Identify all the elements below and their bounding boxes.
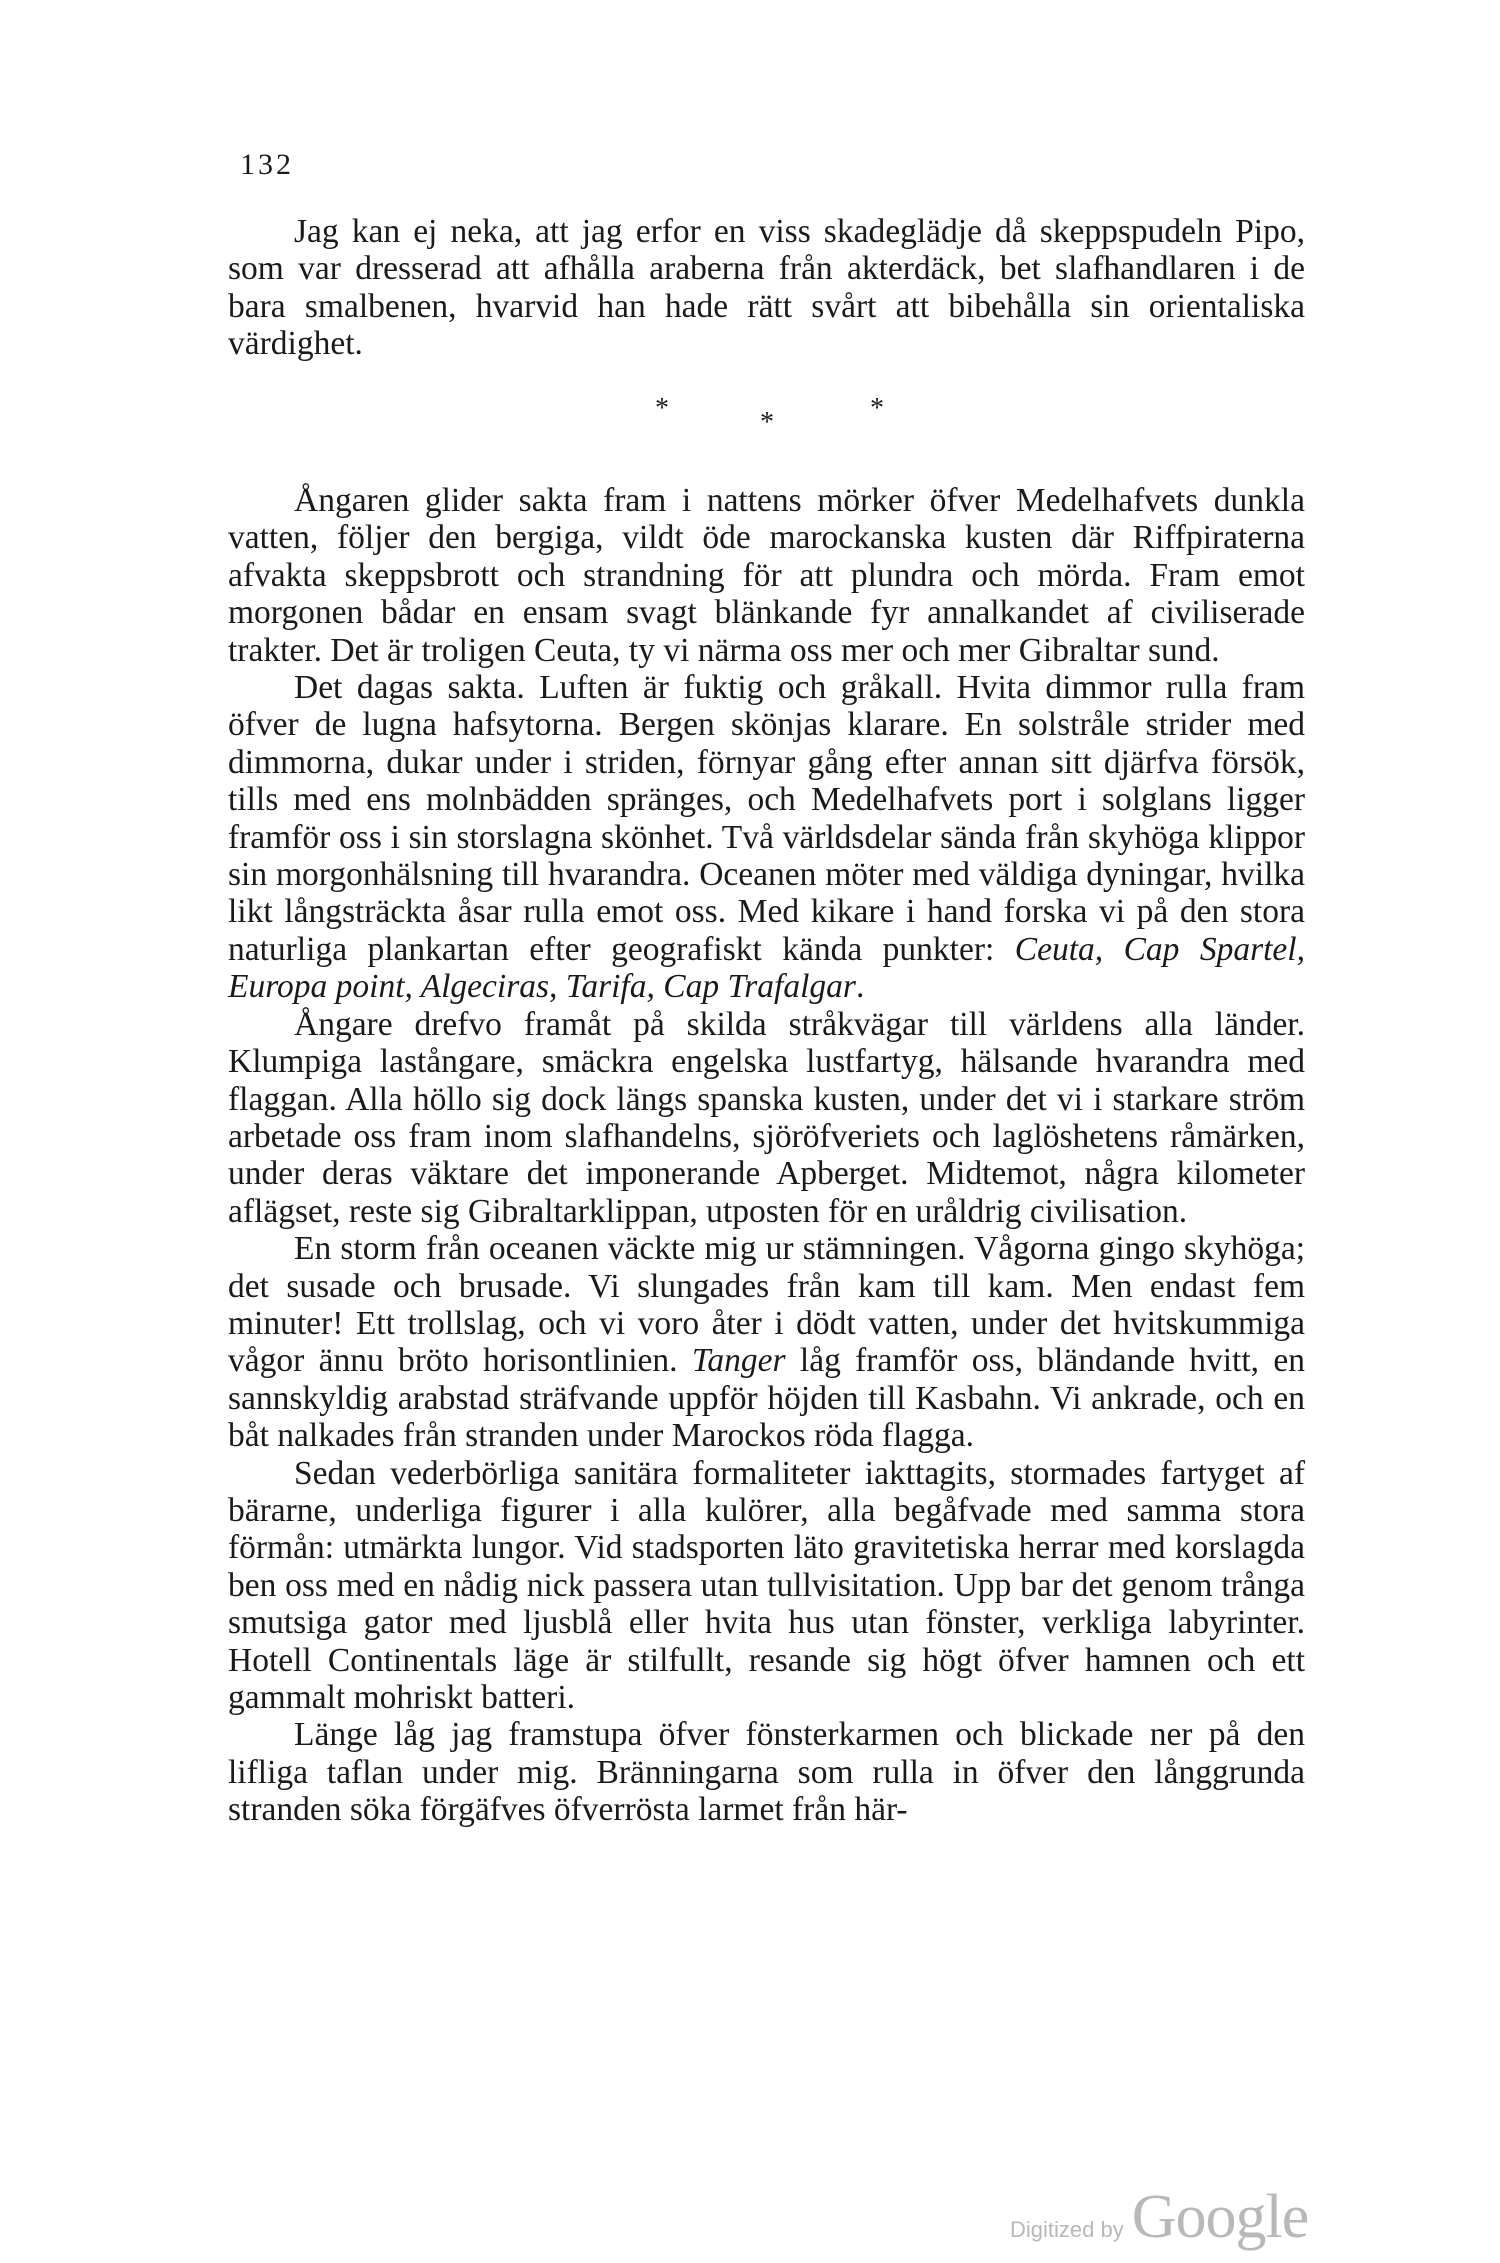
paragraph-text: Det dagas sakta. Luften är fuktig och gråkall. Hvita dimmor rulla fram öfver de lugna hafsytorna. Bergen skönjas klarare. En solstråle strider med dimmorna, dukar under i striden, förnyar gång efter annan sitt djärfva försök, tills med ens molnbädden spränges, och Medelhafvets port i solglans ligger framför oss i sin storslagna skönhet. Två världsdelar sända från skyhöga klippor sin morgonhälsning till hvarandra. Oceanen möter med väldiga dyningar, hvilka likt långsträckta åsar rulla emot oss. Med kikare i hand forska vi på den stora naturliga plankartan efter geografiskt kända punkter: — [228, 669, 1305, 968]
paragraph-text: En storm från oceanen väckte mig ur stämningen. Vågorna gingo skyhöga; det susade och brusade. Vi slungades från kam till kam. Men endast fem minuter! Ett trollslag, och vi voro åter i dödt vatten, under det hvitskummiga vågor ännu bröto horisontlinien. — [228, 1230, 1305, 1380]
text-block-main — [228, 482, 1305, 1829]
asterisk-mark: * — [870, 393, 884, 424]
paragraph-end: . — [855, 968, 865, 1006]
page-number: 132 — [240, 148, 294, 181]
asterism-separator — [0, 395, 1500, 445]
google-logo: Google — [1131, 2183, 1309, 2251]
paragraph-sedan: Sedan vederbörliga sanitära formaliteter iakttagits, stormades fartyget af bärarne, underliga figurer i alla kulörer, alla begåfvade med samma stora förmån: utmärkta lungor. Vid stadsporten läto gravitetiska herrar med korslagda ben oss med en nådig nick passera utan tullvisitation. Upp bar det genom trånga smutsiga gator med ljusblå eller hvita hus utan fönster, verkliga labyrinter. Hotell Continentals läge är stilfullt, resande sig högt öfver hamnen och ett gammalt mohriskt batteri. — [228, 1454, 1305, 1716]
paragraph-text-end: låg framför oss, bländande hvitt, en sannskyldig arabstad sträfvande uppför höjden till Kasbahn. Vi ankrade, och en båt nalkades från stranden under Marockos röda flagga. — [228, 1342, 1305, 1455]
watermark-prefix: Digitized by — [1010, 2217, 1124, 2242]
paragraph-angare-drefvo: Ångare drefvo framåt på skilda stråkvägar till världens alla länder. Klumpiga lastångare, smäckra engelska lustfartyg, hälsande hvarandra med flaggan. Alla höllo sig dock längs spanska kusten, under det vi i starkare ström arbetade oss fram inom slafhandelns, sjöröfveriets och laglöshetens råmärken, under deras väktare det imponerande Apberget. Midtemot, några kilometer aflägset, reste sig Gibraltarklippan, utposten för en uråldrig civilisation. — [228, 1005, 1305, 1230]
asterisk-mark: * — [760, 407, 774, 438]
asterisk-mark: * — [655, 393, 669, 424]
paragraph-angaren: Ångaren glider sakta fram i nattens mörker öfver Medelhafvets dunkla vatten, följer den bergiga, vildt öde marockanska kusten där Riffpiraterna afvakta skeppsbrott och strandning för att plundra och mörda. Fram emot morgonen bådar en ensam svagt blänkande fyr annalkandet af civiliserade trakter. Det är troligen Ceuta, ty vi närma oss mer och mer Gibraltar sund. — [228, 482, 1305, 669]
paragraph-storm — [228, 1230, 1305, 1454]
paragraph-pipo: Jag kan ej neka, att jag erfor en viss skadeglädje då skeppspudeln Pipo, som var dresserad att afhålla araberna från akterdäck, bet slafhandlaren i de bara smalbenen, hvarvid han hade rätt svårt att bibehålla sin orientaliska värdighet. — [228, 213, 1305, 363]
text-block-top — [228, 213, 1305, 363]
google-watermark — [1010, 2182, 1308, 2252]
paragraph-lange: Länge låg jag framstupa öfver fönsterkarmen och blickade ner på den lifliga taflan under mig. Bränningarna som rulla in öfver den långgrunda stranden söka förgäfves öfverrösta larmet från här- — [228, 1716, 1305, 1829]
paragraph-det-dagas — [228, 669, 1305, 1006]
place-names-italic: Ceuta, Cap Spartel, Europa point, Algeciras, Tarifa, Cap Trafalgar — [228, 930, 1305, 1006]
place-name-tanger: Tanger — [691, 1342, 786, 1380]
